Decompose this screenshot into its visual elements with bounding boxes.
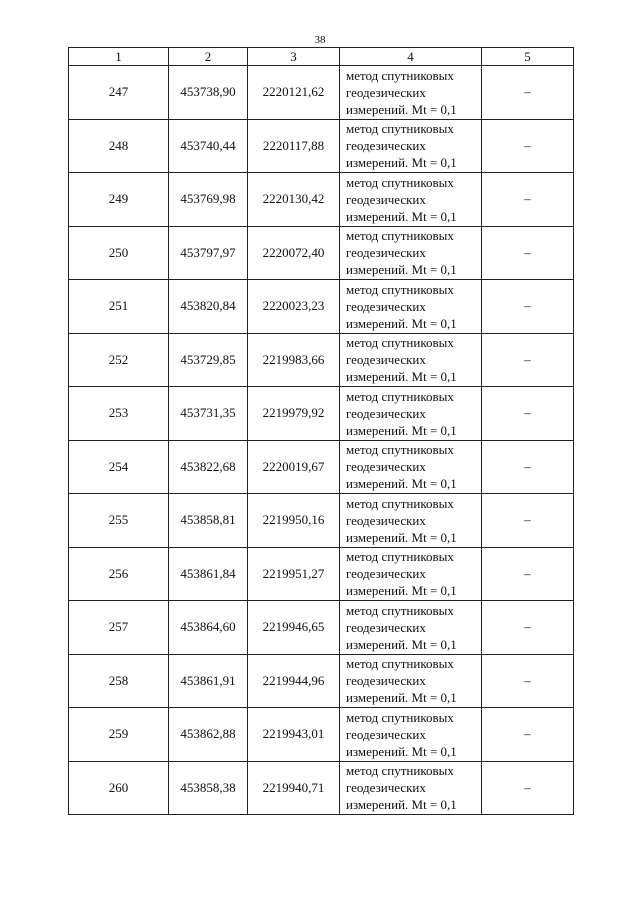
method-cell (340, 333, 482, 387)
method-line: метод спутниковых (346, 549, 454, 565)
y-coordinate-cell: 2219951,27 (248, 547, 340, 601)
method-line: геодезических (346, 245, 426, 261)
x-coordinate-cell: 453769,98 (169, 173, 248, 227)
method-line: метод спутниковых (346, 709, 454, 725)
note-cell: – (482, 66, 574, 120)
x-coordinate-cell: 453797,97 (169, 226, 248, 280)
table-row (69, 226, 574, 280)
header-cell-2: 2 (169, 48, 248, 66)
method-cell (340, 280, 482, 334)
method-line: метод спутниковых (346, 335, 454, 351)
y-coordinate-cell: 2220121,62 (248, 66, 340, 120)
method-line: измерений. Mt = 0,1 (346, 690, 457, 706)
method-cell (340, 547, 482, 601)
note-cell: – (482, 547, 574, 601)
method-line: геодезических (346, 352, 426, 368)
method-line: геодезических (346, 566, 426, 582)
header-cell-5: 5 (482, 48, 574, 66)
y-coordinate-cell: 2219979,92 (248, 387, 340, 441)
method-line: геодезических (346, 619, 426, 635)
method-line: измерений. Mt = 0,1 (346, 101, 457, 117)
method-cell (340, 761, 482, 815)
table-row (69, 547, 574, 601)
table-row (69, 708, 574, 762)
x-coordinate-cell: 453738,90 (169, 66, 248, 120)
table-row (69, 280, 574, 334)
x-coordinate-cell: 453861,91 (169, 654, 248, 708)
coordinates-table (68, 47, 574, 815)
y-coordinate-cell: 2219943,01 (248, 708, 340, 762)
method-line: метод спутниковых (346, 67, 454, 83)
table-row (69, 440, 574, 494)
point-number-cell: 258 (69, 654, 169, 708)
method-line: измерений. Mt = 0,1 (346, 797, 457, 813)
note-cell: – (482, 226, 574, 280)
method-line: измерений. Mt = 0,1 (346, 208, 457, 224)
method-line: метод спутниковых (346, 656, 454, 672)
y-coordinate-cell: 2220023,23 (248, 280, 340, 334)
method-line: геодезических (346, 84, 426, 100)
method-line: геодезических (346, 298, 426, 314)
method-line: измерений. Mt = 0,1 (346, 743, 457, 759)
x-coordinate-cell: 453858,38 (169, 761, 248, 815)
point-number-cell: 260 (69, 761, 169, 815)
y-coordinate-cell: 2220072,40 (248, 226, 340, 280)
method-line: геодезических (346, 512, 426, 528)
point-number-cell: 249 (69, 173, 169, 227)
method-line: метод спутниковых (346, 121, 454, 137)
table-row (69, 119, 574, 173)
method-cell (340, 66, 482, 120)
method-line: измерений. Mt = 0,1 (346, 422, 457, 438)
method-line: метод спутниковых (346, 442, 454, 458)
table-row (69, 654, 574, 708)
point-number-cell: 257 (69, 601, 169, 655)
method-line: метод спутниковых (346, 763, 454, 779)
x-coordinate-cell: 453862,88 (169, 708, 248, 762)
x-coordinate-cell: 453731,35 (169, 387, 248, 441)
method-line: измерений. Mt = 0,1 (346, 476, 457, 492)
method-line: измерений. Mt = 0,1 (346, 155, 457, 171)
method-cell (340, 119, 482, 173)
y-coordinate-cell: 2220130,42 (248, 173, 340, 227)
y-coordinate-cell: 2220117,88 (248, 119, 340, 173)
header-cell-4: 4 (340, 48, 482, 66)
method-cell (340, 226, 482, 280)
table-row (69, 601, 574, 655)
note-cell: – (482, 440, 574, 494)
x-coordinate-cell: 453729,85 (169, 333, 248, 387)
method-line: метод спутниковых (346, 495, 454, 511)
y-coordinate-cell: 2220019,67 (248, 440, 340, 494)
note-cell: – (482, 761, 574, 815)
method-line: геодезических (346, 673, 426, 689)
table-row (69, 387, 574, 441)
point-number-cell: 247 (69, 66, 169, 120)
note-cell: – (482, 173, 574, 227)
method-cell (340, 708, 482, 762)
method-line: метод спутниковых (346, 281, 454, 297)
method-cell (340, 494, 482, 548)
method-line: измерений. Mt = 0,1 (346, 529, 457, 545)
point-number-cell: 254 (69, 440, 169, 494)
y-coordinate-cell: 2219944,96 (248, 654, 340, 708)
x-coordinate-cell: 453861,84 (169, 547, 248, 601)
method-line: геодезических (346, 191, 426, 207)
point-number-cell: 259 (69, 708, 169, 762)
table-row (69, 761, 574, 815)
method-line: измерений. Mt = 0,1 (346, 369, 457, 385)
method-line: метод спутниковых (346, 388, 454, 404)
point-number-cell: 255 (69, 494, 169, 548)
table-row (69, 333, 574, 387)
note-cell: – (482, 708, 574, 762)
note-cell: – (482, 119, 574, 173)
point-number-cell: 253 (69, 387, 169, 441)
method-line: измерений. Mt = 0,1 (346, 262, 457, 278)
method-line: геодезических (346, 459, 426, 475)
method-line: геодезических (346, 405, 426, 421)
method-cell (340, 440, 482, 494)
y-coordinate-cell: 2219950,16 (248, 494, 340, 548)
table-row (69, 66, 574, 120)
note-cell: – (482, 387, 574, 441)
method-line: измерений. Mt = 0,1 (346, 315, 457, 331)
method-line: метод спутниковых (346, 602, 454, 618)
page-number: 38 (314, 34, 326, 46)
table-row (69, 173, 574, 227)
x-coordinate-cell: 453740,44 (169, 119, 248, 173)
header-cell-1: 1 (69, 48, 169, 66)
point-number-cell: 248 (69, 119, 169, 173)
note-cell: – (482, 494, 574, 548)
x-coordinate-cell: 453864,60 (169, 601, 248, 655)
x-coordinate-cell: 453822,68 (169, 440, 248, 494)
y-coordinate-cell: 2219946,65 (248, 601, 340, 655)
x-coordinate-cell: 453858,81 (169, 494, 248, 548)
method-line: геодезических (346, 726, 426, 742)
method-cell (340, 387, 482, 441)
note-cell: – (482, 333, 574, 387)
header-cell-3: 3 (248, 48, 340, 66)
method-line: метод спутниковых (346, 228, 454, 244)
method-line: измерений. Mt = 0,1 (346, 583, 457, 599)
y-coordinate-cell: 2219940,71 (248, 761, 340, 815)
table-row (69, 494, 574, 548)
method-cell (340, 601, 482, 655)
note-cell: – (482, 654, 574, 708)
method-line: измерений. Mt = 0,1 (346, 636, 457, 652)
table-body (69, 66, 574, 815)
point-number-cell: 251 (69, 280, 169, 334)
method-line: геодезических (346, 780, 426, 796)
method-line: геодезических (346, 138, 426, 154)
method-line: метод спутниковых (346, 174, 454, 190)
y-coordinate-cell: 2219983,66 (248, 333, 340, 387)
method-cell (340, 654, 482, 708)
note-cell: – (482, 601, 574, 655)
point-number-cell: 252 (69, 333, 169, 387)
point-number-cell: 250 (69, 226, 169, 280)
x-coordinate-cell: 453820,84 (169, 280, 248, 334)
header-row (69, 48, 574, 66)
point-number-cell: 256 (69, 547, 169, 601)
note-cell: – (482, 280, 574, 334)
method-cell (340, 173, 482, 227)
